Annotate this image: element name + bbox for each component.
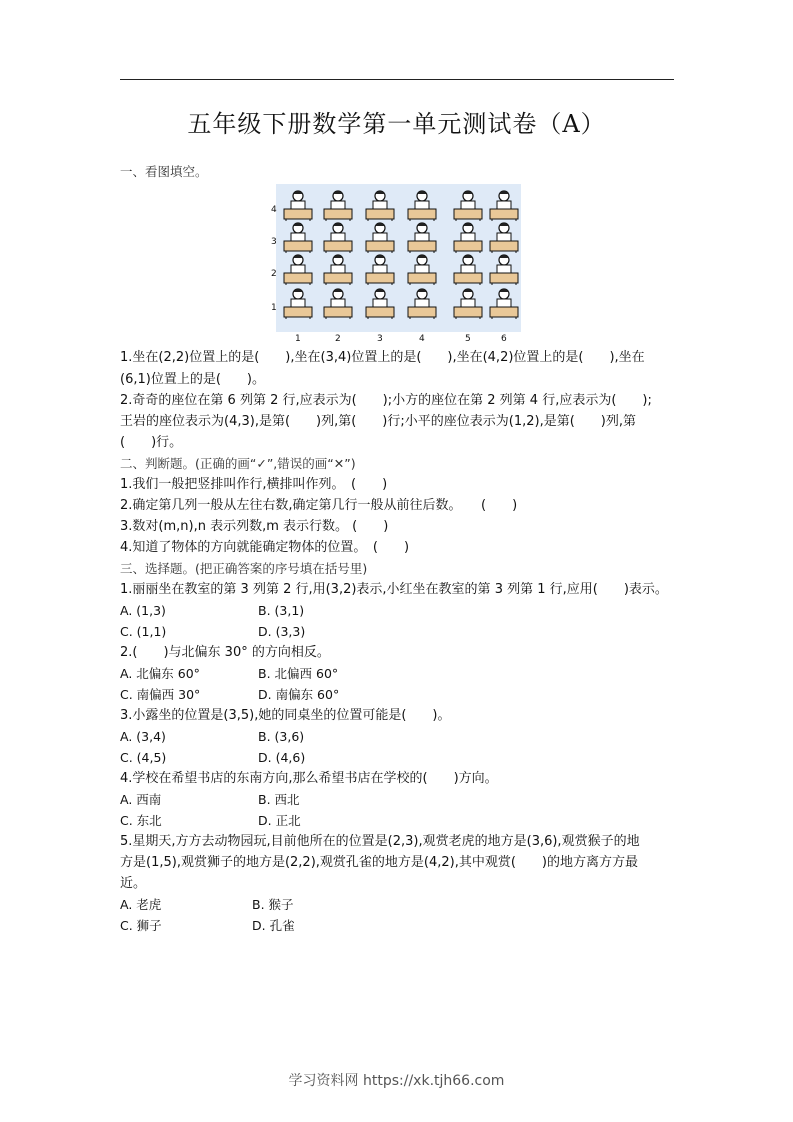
row-label: 4 — [271, 205, 277, 215]
q2-line2: 王岩的座位表示为(4,3),是第( )列,第( )行;小平的座位表示为(1,2),是第( )列,第 — [120, 414, 636, 429]
choice-q1-option-a: A. (1,3) — [120, 603, 166, 618]
choice-q5-option-d: D. 孔雀 — [252, 918, 295, 933]
choice-q2-option-c: C. 南偏西 30° — [120, 687, 201, 702]
choice-q4-option-a: A. 西南 — [120, 792, 162, 807]
choice-q2-option-b: B. 北偏西 60° — [258, 666, 339, 681]
choice-q5-option-c: C. 狮子 — [120, 918, 162, 933]
column-label: 2 — [335, 334, 341, 344]
choice-q4-option-d: D. 正北 — [258, 813, 301, 828]
choice-q4-option-c: C. 东北 — [120, 813, 162, 828]
choice-q5-option-a: A. 老虎 — [120, 897, 162, 912]
choice-q4-stem: 4.学校在希望书店的东南方向,那么希望书店在学校的( )方向。 — [120, 771, 498, 786]
section-3-heading: 三、选择题。(把正确答案的序号填在括号里) — [120, 561, 368, 576]
choice-q3-option-d: D. (4,6) — [258, 750, 306, 765]
row-label: 1 — [271, 303, 277, 313]
choice-q2-option-d: D. 南偏东 60° — [258, 687, 340, 702]
choice-q5-stem-line3: 近。 — [120, 876, 147, 891]
section-2-heading: 二、判断题。(正确的画“✓”,错误的画“✕”) — [120, 456, 356, 471]
choice-q2-stem: 2.( )与北偏东 30° 的方向相反。 — [120, 645, 330, 660]
choice-q1-option-d: D. (3,3) — [258, 624, 306, 639]
choice-q3-option-a: A. (3,4) — [120, 729, 166, 744]
judge-item-4: 4.知道了物体的方向就能确定物体的位置。 ( ) — [120, 540, 410, 555]
choice-q5-stem-line2: 方是(1,5),观赏狮子的地方是(2,2),观赏孔雀的地方是(4,2),其中观赏( )的地方离方方最 — [120, 855, 638, 870]
column-label: 6 — [501, 334, 507, 344]
choice-q1-option-c: C. (1,1) — [120, 624, 167, 639]
judge-item-2: 2.确定第几列一般从左往右数,确定第几行一般从前往后数。 ( ) — [120, 498, 518, 513]
q1-line1: 1.坐在(2,2)位置上的是( ),坐在(3,4)位置上的是( ),坐在(4,2)位置上的是( ),坐在 — [120, 350, 645, 365]
row-label: 2 — [271, 269, 277, 279]
choice-q3-option-b: B. (3,6) — [258, 729, 305, 744]
section-1-heading: 一、看图填空。 — [120, 164, 208, 179]
page-title: 五年级下册数学第一单元测试卷（A） — [187, 110, 606, 138]
choice-q3-option-c: C. (4,5) — [120, 750, 167, 765]
column-label: 3 — [377, 334, 383, 344]
choice-q1-option-b: B. (3,1) — [258, 603, 305, 618]
q2-line3: ( )行。 — [120, 435, 183, 450]
choice-q3-stem: 3.小露坐的位置是(3,5),她的同桌坐的位置可能是( )。 — [120, 708, 451, 723]
row-label: 3 — [271, 237, 277, 247]
q2-line1: 2.奇奇的座位在第 6 列第 2 行,应表示为( );小方的座位在第 2 列第 4 行,应表示为( ); — [120, 393, 652, 408]
column-label: 1 — [295, 334, 301, 344]
choice-q5-stem-line1: 5.星期天,方方去动物园玩,目前他所在的位置是(2,3),观赏老虎的地方是(3,6),观赏猴子的地 — [120, 834, 640, 849]
choice-q4-option-b: B. 西北 — [258, 792, 300, 807]
choice-q5-option-b: B. 猴子 — [252, 897, 294, 912]
column-label: 5 — [465, 334, 471, 344]
column-label: 4 — [419, 334, 425, 344]
choice-q1-stem: 1.丽丽坐在教室的第 3 列第 2 行,用(3,2)表示,小红坐在教室的第 3 列第 1 行,应用( )表示。 — [120, 582, 668, 597]
judge-item-1: 1.我们一般把竖排叫作行,横排叫作列。 ( ) — [120, 477, 388, 492]
classroom-seating-figure — [271, 184, 521, 344]
q1-line2: (6,1)位置上的是( )。 — [120, 372, 265, 387]
top-rule — [120, 79, 674, 80]
judge-item-3: 3.数对(m,n),n 表示列数,m 表示行数。 ( ) — [120, 519, 389, 534]
choice-q2-option-a: A. 北偏东 60° — [120, 666, 200, 681]
footer-watermark: 学习资料网 https://xk.tjh66.com — [288, 1073, 505, 1089]
